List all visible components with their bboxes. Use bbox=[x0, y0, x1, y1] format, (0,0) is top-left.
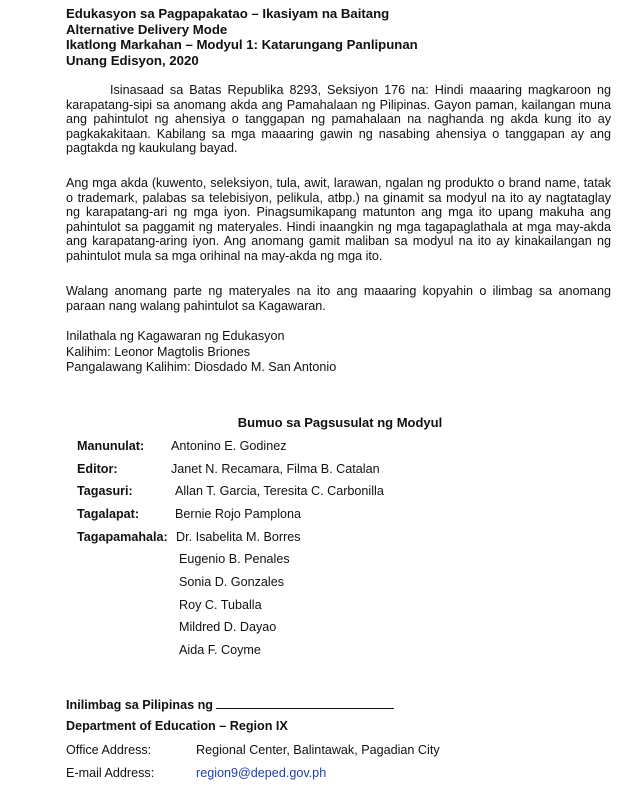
copyright-paragraph-2: Ang mga akda (kuwento, seleksiyon, tula, awit, larawan, ngalan ng produkto o brand name, tatak o trademark, palabas sa telebisiyon, pelikula, atbp.) na ginamit sa modyul na ito ay nagtataglay ng karapatang-ari ng mga iyon. Pinagsumikapang matunton ang mga ito upang makuha ang pahintulot sa paggamit ng materyales. Hindi inaangkin ng mga tagapaglathala at mga may-akda ang karapatang-aring iyon. Ang anomang gamit maliban sa modyul na ito ay kinakailangan ng pahintulot mula sa mga orihinal na may-akda ng mga ito. bbox=[66, 176, 611, 263]
header-edition: Unang Edisyon, 2020 bbox=[66, 52, 199, 68]
tagapamahala-name: Sonia D. Gonzales bbox=[179, 575, 285, 589]
tagapamahala-name: Eugenio B. Penales bbox=[179, 552, 290, 566]
department-name: Department of Education – Region IX bbox=[66, 719, 288, 733]
editor-value: Janet N. Recamara, Filma B. Catalan bbox=[171, 462, 380, 476]
manunulat-label: Manunulat: bbox=[77, 439, 145, 453]
printer-blank bbox=[216, 697, 394, 709]
undersecretary-line: Pangalawang Kalihim: Diosdado M. San Antonio bbox=[66, 360, 337, 374]
module-header bbox=[66, 6, 418, 68]
printed-in-line bbox=[66, 697, 394, 712]
tagasuri-label: Tagasuri: bbox=[77, 484, 133, 498]
header-mode: Alternative Delivery Mode bbox=[66, 21, 228, 37]
header-subject: Edukasyon sa Pagpapakatao – Ikasiyam na Baitang bbox=[66, 6, 390, 21]
tagapamahala-name: Dr. Isabelita M. Borres bbox=[176, 530, 301, 544]
tagapamahala-name: Aida F. Coyme bbox=[179, 643, 261, 657]
office-address-value: Regional Center, Balintawak, Pagadian City bbox=[196, 743, 440, 757]
copyright-paragraph-1: Isinasaad sa Batas Republika 8293, Seksiyon 176 na: Hindi maaaring magkaroon ng karapatang-sipi sa anomang akda ang Pamahalaan ng Pilipinas. Gayon paman, kailangan muna ang pahintulot ng ahensiya o tanggapan ng pamahalaan na naghanda ng akda kung ito ay pagkakakitaan. Kabilang sa mga maaaring gawin ng nasabing ahensiya o tanggapan ay ang pagtakda ng kaukulang bayad. bbox=[66, 83, 611, 156]
printed-in-label: Inilimbag sa Pilipinas ng bbox=[66, 698, 213, 712]
tagapamahala-label: Tagapamahala: bbox=[77, 530, 168, 544]
email-label: E-mail Address: bbox=[66, 766, 155, 780]
tagalapat-label: Tagalapat: bbox=[77, 507, 140, 521]
office-address-label: Office Address: bbox=[66, 743, 152, 757]
team-title: Bumuo sa Pagsusulat ng Modyul bbox=[237, 415, 443, 430]
tagasuri-value: Allan T. Garcia, Teresita C. Carbonilla bbox=[175, 484, 384, 498]
tagapamahala-name: Roy C. Tuballa bbox=[179, 598, 262, 612]
publisher-block bbox=[66, 329, 336, 376]
secretary-line: Kalihim: Leonor Magtolis Briones bbox=[66, 344, 251, 359]
header-module: Ikatlong Markahan – Modyul 1: Katarungang Panlipunan bbox=[66, 37, 418, 52]
email-link[interactable]: region9@deped.gov.ph bbox=[196, 766, 327, 780]
editor-label: Editor: bbox=[77, 462, 118, 476]
copyright-paragraph-3: Walang anomang parte ng materyales na ito ang maaaring kopyahin o ilimbag sa anomang paraan nang walang pahintulot sa Kagawaran. bbox=[66, 284, 611, 313]
tagalapat-value: Bernie Rojo Pamplona bbox=[175, 507, 302, 521]
publisher-line: Inilathala ng Kagawaran ng Edukasyon bbox=[66, 329, 285, 343]
tagapamahala-name: Mildred D. Dayao bbox=[179, 620, 277, 634]
manunulat-value: Antonino E. Godinez bbox=[171, 439, 287, 453]
